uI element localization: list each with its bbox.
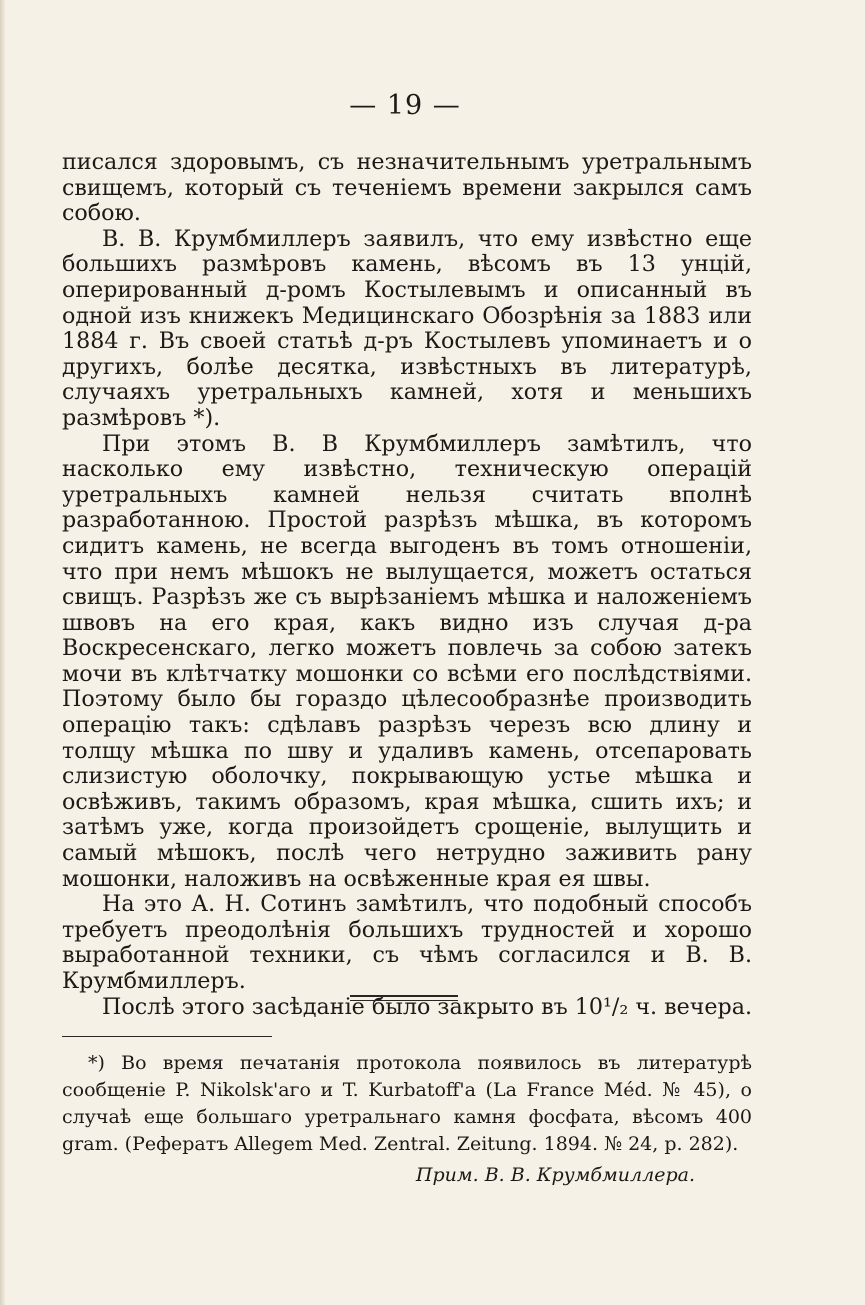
footnote — [62, 1050, 752, 1158]
paragraph-sotin-remark: На это А. Н. Сотинъ замѣтилъ, что подобный способъ требуетъ преодолѣнія большихъ трудностей и хорошо выработанной техники, съ чѣмъ согласился и В. В. Крумбмиллеръ. — [62, 891, 752, 994]
paragraph-krumbmiller-statement: В. В. Крумбмиллеръ заявилъ, что ему извѣстно еще большихъ размѣровъ камень, вѣсомъ въ 13 унцій, оперированный д-ромъ Костылевымъ и описанный въ одной изъ книжекъ Медицинскаго Обозрѣнія за 1883 или 1884 г. Въ своей статьѣ д-ръ Костылевъ упоминаетъ и о другихъ, болѣе десятка, извѣстныхъ въ литературѣ, случаяхъ уретральныхъ камней, хотя и меньшихъ размѣровъ *). — [62, 225, 752, 431]
paragraph-continuation: писался здоровымъ, съ незначительнымъ уретральнымъ свищемъ, который съ теченіемъ времени закрылся самъ собою. — [62, 149, 752, 227]
footnote-text: *) Во время печатанія протокола появилось въ литературѣ сообщеніе P. Nikolsk'аго и T. Kurbatoff'a (La France Méd. № 45), о случаѣ еще большаго уретральнаго камня фосфата, вѣсомъ 400 gram. (Рефератъ Allegem Med. Zentral. Zeitung. 1894. № 24, p. 282). — [62, 1052, 752, 1155]
footnote-rule — [62, 1036, 272, 1037]
page-number: — 19 — — [349, 90, 461, 121]
section-separator — [350, 995, 458, 1001]
paragraph-krumbmiller-remark: При этомъ В. В Крумбмиллеръ замѣтилъ, что насколько ему извѣстно, техническую операцій уретральныхъ камней нельзя считать вполнѣ разработанною. Простой разрѣзъ мѣшка, въ которомъ сидитъ камень, не всегда выгоденъ въ томъ отношеніи, что при немъ мѣшокъ не вылущается, можетъ остаться свищъ. Разрѣзъ же съ вырѣзаніемъ мѣшка и наложеніемъ швовъ на его края, какъ видно изъ случая д-ра Воскресенскаго, легко можетъ повлечь за собою затекъ мочи въ клѣтчатку мошонки со всѣми его послѣдствіями. Поэтому было бы гораздо цѣлесообразнѣе производить операцію такъ: сдѣлавъ разрѣзъ черезъ всю длину и толщу мѣшка по шву и удаливъ камень, отсепаровать слизистую оболочку, покрывающую устье мѣшка и освѣживъ, такимъ образомъ, края мѣшка, сшить ихъ; и затѣмъ уже, когда произойдетъ срощеніе, вылущить и самый мѣшокъ, послѣ чего нетрудно заживить рану мошонки, наложивъ на освѣженные края ея швы. — [62, 430, 752, 892]
footnote-signature: Прим. В. В. Крумбмиллера. — [415, 1164, 695, 1186]
binding-edge-shadow — [0, 0, 6, 1305]
paragraph-session-closed: Послѣ этого засѣданіе было закрыто въ 10¹/₂ ч. вечера. — [102, 993, 753, 1020]
main-text — [62, 150, 752, 1020]
